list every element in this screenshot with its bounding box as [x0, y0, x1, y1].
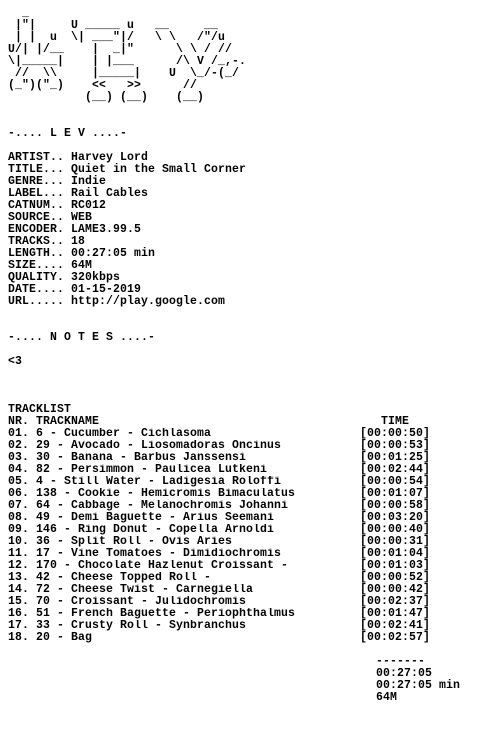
- track-time: [00:01:25]: [360, 451, 431, 464]
- track-name: 03. 30 - Banana - Barbus Janssensi: [8, 452, 247, 464]
- track-time: [00:02:57]: [360, 631, 431, 644]
- info-size: SIZE.... 64M: [8, 259, 93, 272]
- track-name: 14. 72 - Cheese Twist - Carnegiella: [8, 584, 254, 596]
- track-time: [00:02:37]: [360, 595, 431, 608]
- track-name: 12. 170 - Chocolate Hazlenut Croissant -: [8, 560, 289, 572]
- section-title-notes: -.... N O T E S ....-: [8, 331, 156, 344]
- track-name: 11. 17 - Vine Tomatoes - Dimidiochromis: [8, 548, 282, 560]
- track-name: 13. 42 - Cheese Topped Roll -: [8, 572, 212, 584]
- info-label: LABEL... Rail Cables: [8, 187, 149, 200]
- track-time: [00:00:50]: [360, 427, 431, 440]
- tracklist: [8, 404, 472, 644]
- info-tracks: TRACKS.. 18: [8, 235, 86, 248]
- track-name: 10. 36 - Split Roll - Ovis Aries: [8, 536, 233, 548]
- track-time: [00:00:31]: [360, 535, 431, 548]
- track-name: 02. 29 - Avocado - Liosomadoras Oncinus: [8, 440, 282, 452]
- info-genre: GENRE... Indie: [8, 175, 107, 188]
- track-name: 16. 51 - French Baguette - Periophthalmus: [8, 608, 296, 620]
- info-catnum: CATNUM.. RC012: [8, 199, 107, 212]
- track-time: [00:00:58]: [360, 499, 431, 512]
- track-name: 06. 138 - Cookie - Hemicromis Bimaculatus: [8, 488, 296, 500]
- header-time: TIME: [360, 415, 410, 428]
- release-info: [8, 152, 472, 308]
- totals-block: [376, 656, 472, 704]
- totals-size: 64M: [376, 691, 398, 704]
- track-time: [00:02:44]: [360, 463, 431, 476]
- info-source: SOURCE.. WEB: [8, 211, 93, 224]
- track-name: 07. 64 - Cabbage - Melanochromis Johanni: [8, 500, 289, 512]
- info-url: URL..... http://play.google.com: [8, 295, 226, 308]
- track-time: [00:00:54]: [360, 475, 431, 488]
- totals-time: 00:27:05: [376, 667, 433, 680]
- track-name: 09. 146 - Ring Donut - Copella Arnoldi: [8, 524, 275, 536]
- track-time: [00:01:04]: [360, 547, 431, 560]
- nfo-document: [8, 8, 472, 704]
- track-name: 17. 33 - Crusty Roll - Synbranchus: [8, 620, 247, 632]
- track-time: [00:00:53]: [360, 439, 431, 452]
- totals-length: 00:27:05 min: [376, 679, 461, 692]
- totals-rule: -------: [376, 655, 426, 668]
- info-title: TITLE... Quiet in the Small Corner: [8, 163, 247, 176]
- table-row: [8, 632, 472, 644]
- section-title-lev: -.... L E V ....-: [8, 127, 128, 140]
- track-name: 15. 70 - Croissant - Julidochromis: [8, 596, 247, 608]
- info-artist: ARTIST.. Harvey Lord: [8, 151, 149, 164]
- track-time: [00:01:47]: [360, 607, 431, 620]
- track-name: 08. 49 - Demi Baguette - Arius Seemani: [8, 512, 275, 524]
- track-name: 01. 6 - Cucumber - Cichlasoma: [8, 428, 212, 440]
- ascii-art-logo: _ |"| U _____ u __ __ | | u \| ___"|/ \ \ /"/u U/| |/__ | _|" \ \ / // \|_____| | |___ /\ V /_,-. // \\ |_____| U \_/-(_/ (_")("_) << >> // (__) (__) (__): [8, 7, 247, 104]
- track-time: [00:01:03]: [360, 559, 431, 572]
- notes-text: <3: [8, 355, 23, 368]
- track-time: [00:00:42]: [360, 583, 431, 596]
- info-length: LENGTH.. 00:27:05 min: [8, 247, 156, 260]
- track-time: [00:00:40]: [360, 523, 431, 536]
- tracklist-heading: TRACKLIST: [8, 403, 72, 416]
- track-rows: [8, 428, 472, 644]
- track-name: 18. 20 - Bag: [8, 632, 93, 644]
- track-time: [00:02:41]: [360, 619, 431, 632]
- track-time: [00:03:20]: [360, 511, 431, 524]
- track-time: [00:00:52]: [360, 571, 431, 584]
- info-encoder: ENCODER. LAME3.99.5: [8, 223, 142, 236]
- track-name: 05. 4 - Still Water - Ladigesia Roloffi: [8, 476, 282, 488]
- info-quality: QUALITY. 320kbps: [8, 271, 121, 284]
- header-trackname: NR. TRACKNAME: [8, 416, 100, 428]
- track-time: [00:01:07]: [360, 487, 431, 500]
- track-name: 04. 82 - Persimmon - Paulicea Lutkeni: [8, 464, 268, 476]
- info-date: DATE.... 01-15-2019: [8, 283, 142, 296]
